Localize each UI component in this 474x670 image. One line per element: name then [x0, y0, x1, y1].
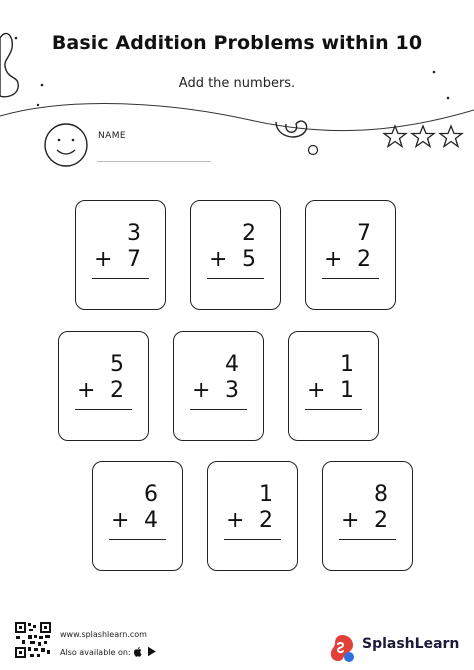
apple-icon[interactable] — [133, 646, 143, 657]
problem-card — [190, 200, 281, 310]
addend-top: 7 — [357, 221, 371, 246]
addend-top: 4 — [225, 352, 239, 377]
qr-code-icon[interactable] — [14, 621, 52, 659]
addend-bottom: 2 — [110, 378, 124, 403]
ring-doodle — [309, 146, 318, 155]
name-field[interactable] — [97, 161, 211, 162]
addend-top: 5 — [110, 352, 124, 377]
dot-doodle — [37, 104, 39, 106]
problem-card — [322, 461, 413, 571]
dot-doodle — [447, 97, 450, 100]
addend-top: 1 — [259, 482, 273, 507]
problem-card — [58, 331, 149, 441]
addend-bottom: 3 — [225, 378, 239, 403]
name-label: NAME — [98, 131, 126, 141]
plus-operator: + — [111, 508, 130, 533]
plus-operator: + — [226, 508, 245, 533]
problem-card — [207, 461, 298, 571]
answer-line[interactable] — [75, 409, 132, 410]
splashlearn-logo-icon — [326, 632, 358, 664]
answer-line[interactable] — [224, 539, 281, 540]
plus-operator: + — [192, 378, 211, 403]
answer-line[interactable] — [109, 539, 166, 540]
addend-bottom: 4 — [144, 508, 158, 533]
addend-top: 1 — [340, 352, 354, 377]
curl-doodle — [276, 121, 307, 137]
addend-top: 6 — [144, 482, 158, 507]
brand-name: SplashLearn — [362, 636, 460, 652]
answer-line[interactable] — [92, 278, 149, 279]
plus-operator: + — [324, 247, 343, 272]
plus-operator: + — [77, 378, 96, 403]
problem-card — [173, 331, 264, 441]
star-icon — [440, 126, 462, 147]
plus-operator: + — [341, 508, 360, 533]
available-on-label: Also available on: — [60, 648, 131, 657]
addend-bottom: 2 — [259, 508, 273, 533]
plus-operator: + — [94, 247, 113, 272]
addend-bottom: 1 — [340, 378, 354, 403]
addend-top: 8 — [374, 482, 388, 507]
dot-doodle — [433, 71, 436, 74]
problem-card — [305, 200, 396, 310]
website-link[interactable]: www.splashlearn.com — [60, 630, 147, 639]
addend-bottom: 2 — [374, 508, 388, 533]
worksheet-title: Basic Addition Problems within 10 — [51, 32, 423, 54]
answer-line[interactable] — [305, 409, 362, 410]
answer-line[interactable] — [339, 539, 396, 540]
star-icon — [412, 126, 434, 147]
play-store-icon[interactable] — [147, 646, 157, 657]
star-icon — [384, 126, 406, 147]
smiley-icon — [45, 124, 87, 166]
problem-card — [92, 461, 183, 571]
addend-top: 2 — [242, 221, 256, 246]
addend-top: 3 — [127, 221, 141, 246]
answer-line[interactable] — [322, 278, 379, 279]
plus-operator: + — [209, 247, 228, 272]
addend-bottom: 2 — [357, 247, 371, 272]
plus-operator: + — [307, 378, 326, 403]
addend-bottom: 5 — [242, 247, 256, 272]
problem-card — [75, 200, 166, 310]
answer-line[interactable] — [207, 278, 264, 279]
worksheet-instructions: Add the numbers. — [178, 76, 296, 91]
answer-line[interactable] — [190, 409, 247, 410]
addend-bottom: 7 — [127, 247, 141, 272]
problem-card — [288, 331, 379, 441]
